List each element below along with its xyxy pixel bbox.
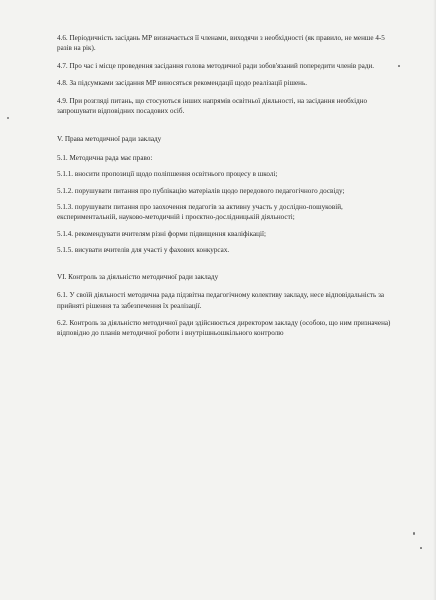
- paragraph-5-1-4: 5.1.4. рекомендувати вчителям різні форми підвищення кваліфікації;: [57, 229, 266, 238]
- paragraph-5-1-2: 5.1.2. порушувати питання про публікацію матеріалів щодо передового педагогічного досвіду;: [57, 186, 345, 195]
- scan-speck: [7, 117, 9, 119]
- scan-speck: [398, 65, 400, 67]
- paragraph-5-1-5: 5.1.5. висувати вчителів для участі у фахових конкурсах.: [57, 246, 230, 255]
- section-6-heading: VI. Контроль за діяльністю методичної ради закладу: [57, 272, 219, 281]
- paragraph-6-1: 6.1. У своїй діяльності методична рада підзвітна педагогічному колективу закладу, несе відповідальність за прийняті рішення та забезпечення їх реалізації.: [57, 291, 385, 310]
- paragraph-4-8: 4.8. За підсумками засідання МР виносяться рекомендації щодо реалізації рішень.: [57, 79, 307, 88]
- scan-speck: [413, 532, 415, 535]
- paragraph-5-1-3: 5.1.3. порушувати питання про заохочення педагогів за активну участь у дослідно-пошуковій, експериментальній, науково-методичній і проєктно-дослідницькій діяльності;: [57, 203, 343, 222]
- paragraph-5-1-1: 5.1.1. вносити пропозиції щодо поліпшення освітнього процесу в школі;: [57, 170, 278, 179]
- section-5-heading: V. Права методичної ради закладу: [57, 135, 162, 144]
- paragraph-4-7: 4.7. Про час і місце проведення засідання голова методичної ради зобов'язаний попередити членів ради.: [57, 61, 375, 70]
- paragraph-6-2: 6.2. Контроль за діяльністю методичної ради здійснюється директором закладу (особою, що ним призначена) відповідно до планів методичної роботи і внутрішньошкільного контролю: [57, 318, 391, 338]
- scan-speck: [420, 547, 422, 549]
- paragraph-5-1: 5.1. Методична рада має право:: [57, 153, 153, 162]
- paragraph-4-6: 4.6. Періодичність засідань МР визначається її членами, виходячи з необхідності (як правило, не менше 4-5 разів на рік).: [57, 34, 385, 53]
- paragraph-4-9: 4.9. При розгляді питань, що стосуються інших напрямів освітньої діяльності, на засідання необхідно запрошувати відповідних посадових осіб.: [57, 96, 368, 116]
